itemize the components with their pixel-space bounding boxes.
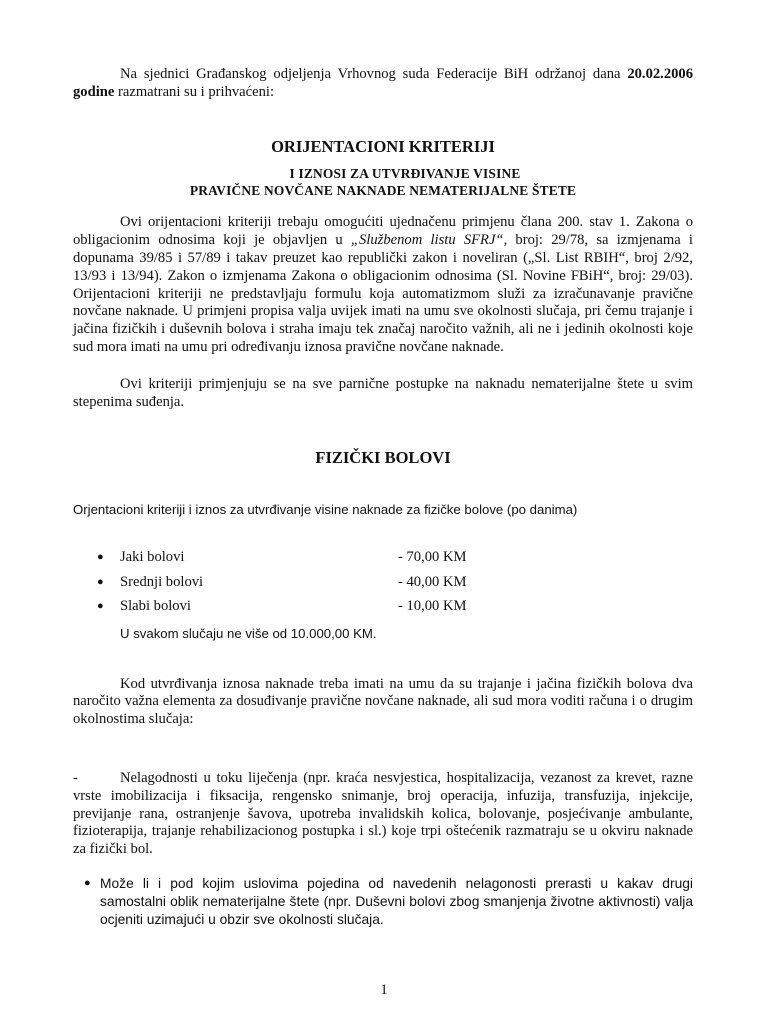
pain-amount-value: - 70,00 KM: [398, 548, 467, 565]
section-title-physical-pain: FIZIČKI BOLOVI: [315, 448, 451, 468]
document-subtitle-line2: PRAVIČNE NOVČANE NAKNADE NEMATERIJALNE ŠTETE: [189, 183, 577, 199]
maximum-amount-note: U svakom slučaju ne više od 10.000,00 KM.: [120, 625, 377, 641]
document-body: [73, 66, 693, 928]
pain-amount-value: - 40,00 KM: [398, 573, 467, 590]
para1-part-a: Ovi orijentacioni kriteriji trebaju omogućiti ujednačenu primjenu člana 200. stav 1. Zakona o obligacionim odnosima koji je objavljen u: [73, 214, 693, 249]
document-title: ORIJENTACIONI KRITERIJI: [271, 136, 495, 156]
pain-amount-list: [73, 545, 693, 619]
list-item: [73, 594, 693, 619]
intro-paragraph: [73, 66, 693, 102]
list-item: [73, 570, 693, 595]
bullet-icon: ●: [97, 575, 104, 588]
criteria-lead-text: Orjentacioni kriteriji i iznos za utvrđivanje visine naknade za fizičke bolove (po danima): [73, 502, 578, 518]
para1-part-b: , broj: 29/78, sa izmjenama i dopunama 39/85 i 57/89 i takav preuzet kao republički zakon i noveliran („Sl. List RBIH“, broj 2/92, 13/93 i 13/94). Zakon o izmjenama Zakona o obligacionim odnosima (Sl. Novine FBiH“, broj: 29/03). Orijentacioni kriteriji ne predstavljaju formulu koja automatizmom služi za izračunavanje pravične novčane naknade. U primjeni propisa valja uvijek imati na umu sve okolnosti slučaja, pri čemu trajanje i jačina fizičkih i duševnih bolova i straha imaju tek značaj naročito važnih, ali ne i jedinih okolnosti koje sud mora imati na umu pri određivanju iznosa pravične novčane naknade.: [73, 232, 693, 355]
pain-amount-value: - 10,00 KM: [398, 598, 467, 615]
paragraph-criteria-purpose: [73, 214, 693, 356]
bullet-icon: ●: [84, 876, 91, 889]
bullet-icon: ●: [97, 550, 104, 563]
list-item: [73, 545, 693, 570]
intro-text: Na sjednici Građanskog odjeljenja Vrhovnog suda Federacije BiH održanoj dana: [120, 66, 628, 82]
pain-level-label: Srednji bolovi: [120, 573, 204, 590]
para1-italic: „Službenom listu SFRJ“: [350, 232, 504, 249]
intro-date: 20.02.2006 godine: [73, 66, 693, 100]
dash-item-treatment-discomfort: [73, 770, 693, 859]
dash-item-text: Nelagodnosti u toku liječenja (npr. kraća nesvjestica, hospitalizacija, vezanost za krevet, razne vrste imobilizacija i fiksacija, rengensko snimanje, broj operacija, infuzija, transfuzija, injekcije, previjanje rana, ostranjenje šavova, upotreba invalidskih kolica, bolovanje, posjećivanje ambulante, fizioterapija, trajanje rehabilizacionog postupka i sl.) koje trpi oštećenik razmatraju se u okviru naknade za fizički bol.: [73, 769, 693, 858]
pain-level-label: Slabi bolovi: [120, 598, 191, 615]
page-number: 1: [380, 982, 388, 998]
bullet-note-text: Može li i pod kojim uslovima pojedina od navedenih nelagonosti prerasti u kakav drugi samostalni oblik nematerijalne štete (npr. Duševni bolovi zbog smanjenja životne aktivnosti) valja ocjeniti uzimajući u obzir sve okolnosti slučaja.: [100, 875, 693, 927]
bullet-icon: ●: [97, 600, 104, 613]
pain-level-label: Jaki bolovi: [120, 548, 185, 565]
paragraph-assessment-factors: Kod utvrđivanja iznosa naknade treba imati na umu da su trajanje i jačina fizičkih bolova dva naročito važna elementa za dosuđivanje pravične novčane naknade, ali sud mora voditi računa i o drugim okolnostima slučaja:: [73, 675, 693, 728]
intro-after: razmatrani su i prihvaćeni:: [114, 83, 275, 100]
paragraph-scope: Ovi kriteriji primjenjuju se na sve parnične postupke na naknadu nematerijalne štete u svim stepenima suđenja.: [73, 375, 693, 410]
bullet-note: [73, 875, 693, 928]
dash-marker: -: [73, 769, 78, 786]
document-subtitle-line1: I IZNOSI ZA UTVRĐIVANJE VISINE: [289, 166, 521, 182]
